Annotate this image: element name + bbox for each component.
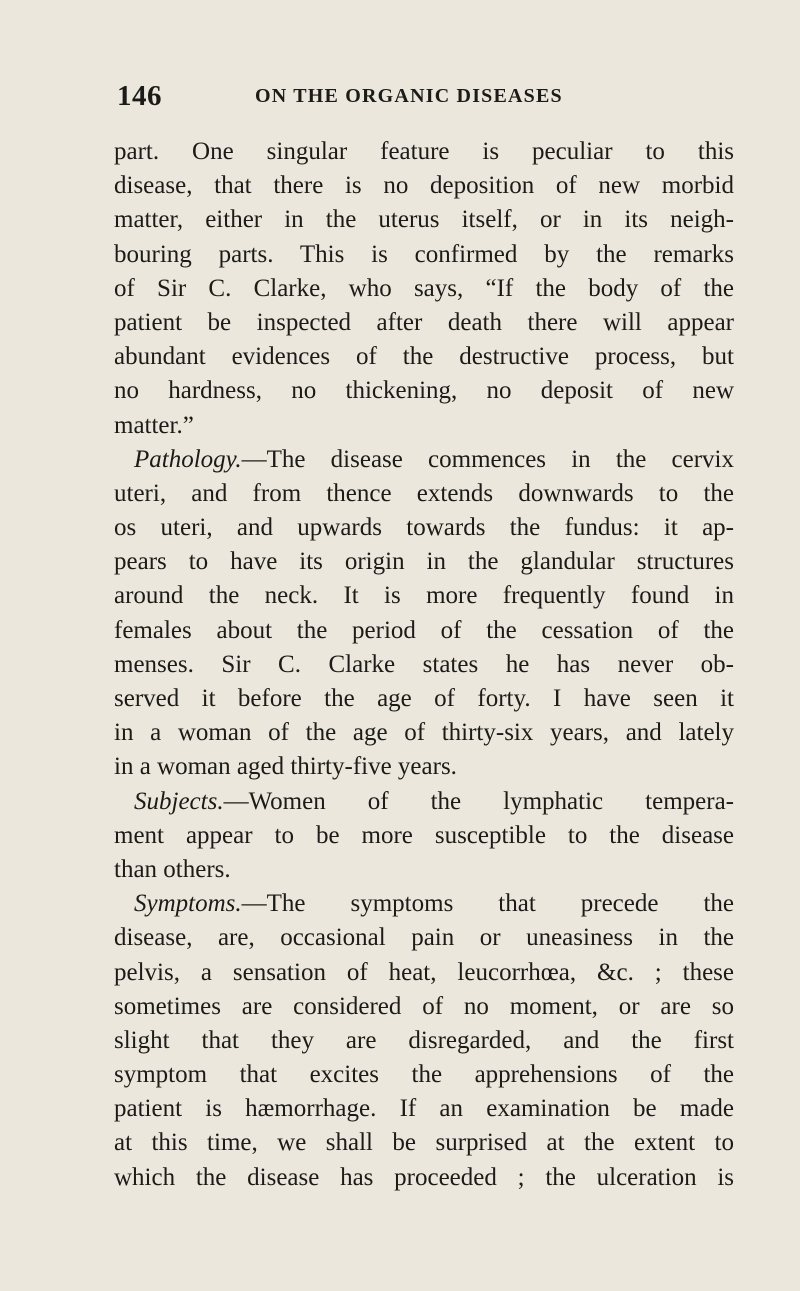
text-line: in a woman of the age of thirty-six years, and lately <box>114 719 734 747</box>
text-line: part. One singular feature is peculiar to this <box>114 138 734 165</box>
text-line: bouring parts. This is confirmed by the remarks <box>114 240 734 268</box>
paragraph-subjects <box>114 785 734 888</box>
text-line: pelvis, a sensation of heat, leucorrhœa, &c. ; these <box>114 958 734 986</box>
text-line: menses. Sir C. Clarke states he has never ob- <box>114 650 734 678</box>
text-line: uteri, and from thence extends downwards to the <box>114 479 734 507</box>
text-line: abundant evidences of the destructive process, but <box>114 343 734 371</box>
text-line-with-heading <box>114 887 734 921</box>
text-line: females about the period of the cessation of the <box>114 616 734 644</box>
text-line: disease, that there is no deposition of new morbid <box>114 172 734 200</box>
text-run: —Women of the lymphatic tempera- <box>223 787 734 815</box>
text-line: pears to have its origin in the glandular structures <box>114 548 734 576</box>
text-line: os uteri, and upwards towards the fundus: it ap- <box>114 514 734 542</box>
text-run: —The symptoms that precede the <box>241 890 734 918</box>
text-line: disease, are, occasional pain or uneasiness in the <box>114 924 734 952</box>
body-text <box>114 135 734 1195</box>
text-run: —The disease commences in the cervix <box>241 445 734 473</box>
text-line: which the disease has proceeded ; the ulceration is <box>114 1163 734 1191</box>
paragraph-pathology <box>114 443 734 785</box>
text-line: in a woman aged thirty-five years. <box>114 753 457 781</box>
text-line: served it before the age of forty. I have seen it <box>114 685 734 712</box>
text-line: no hardness, no thickening, no deposit of new <box>114 377 734 405</box>
text-line: patient is hæmorrhage. If an examination be made <box>114 1095 734 1123</box>
page-header <box>117 80 717 114</box>
text-line: of Sir C. Clarke, who says, “If the body of the <box>114 274 734 302</box>
text-line: at this time, we shall be surprised at the extent to <box>114 1129 734 1157</box>
text-line-with-heading <box>114 443 734 477</box>
text-line: symptom that excites the apprehensions of the <box>114 1061 734 1089</box>
section-heading-subjects: Subjects. <box>134 787 224 815</box>
text-line: than others. <box>114 855 231 883</box>
text-line: matter.” <box>114 411 194 439</box>
section-heading-symptoms: Symptoms. <box>134 890 242 918</box>
paragraph-symptoms <box>114 887 734 1195</box>
text-line: patient be inspected after death there will appear <box>114 308 734 336</box>
text-line-with-heading <box>114 785 734 819</box>
section-heading-pathology: Pathology. <box>134 445 242 473</box>
text-line: slight that they are disregarded, and the first <box>114 1026 734 1054</box>
text-line: around the neck. It is more frequently found in <box>114 582 734 610</box>
text-line: matter, either in the uterus itself, or in its neigh- <box>114 206 734 234</box>
text-line: ment appear to be more susceptible to the disease <box>114 821 734 849</box>
paragraph-continuation <box>114 135 734 443</box>
page-number: 146 <box>117 80 162 112</box>
running-title: ON THE ORGANIC DISEASES <box>255 85 563 107</box>
text-line: sometimes are considered of no moment, or are so <box>114 992 734 1020</box>
